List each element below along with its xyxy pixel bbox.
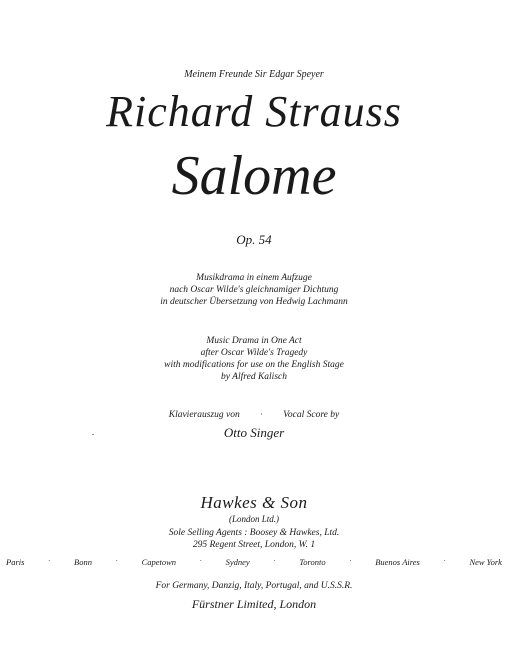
german-description-line: nach Oscar Wilde's gleichnamiger Dichtung (169, 285, 339, 295)
city-list (0, 557, 508, 567)
city-item: Toronto (299, 557, 326, 567)
composer-name: Richard Strauss (106, 87, 402, 136)
separator-dot: · (349, 557, 352, 565)
score-label-english: Vocal Score by (283, 410, 340, 420)
publisher-name: Hawkes & Son (200, 493, 308, 512)
publisher-address: 295 Regent Street, London, W. 1 (192, 540, 316, 550)
english-description-line: after Oscar Wilde's Tragedy (200, 348, 308, 358)
city-item: Paris (6, 557, 25, 567)
score-label-german: Klavierauszug von (168, 410, 240, 420)
dedication: Meinem Freunde Sir Edgar Speyer (184, 69, 324, 80)
territory-note: For Germany, Danzig, Italy, Portugal, and U.S.S.R. (155, 581, 353, 591)
territory-agent: Fürstner Limited, London (191, 597, 317, 611)
city-item: Sydney (225, 557, 250, 567)
stray-dot-mark: - (92, 430, 95, 438)
separator-dot: · (260, 410, 263, 419)
opus-number: Op. 54 (236, 232, 272, 247)
city-item: Bonn (74, 557, 92, 567)
opera-title: Salome (171, 145, 337, 207)
city-item: New York (469, 557, 502, 567)
vocal-score-credit (0, 410, 508, 420)
separator-dot: · (273, 557, 276, 565)
selling-agents: Sole Selling Agents : Boosey & Hawkes, Ltd. (168, 528, 340, 538)
english-description-line: Music Drama in One Act (206, 336, 302, 346)
city-item: Capetown (141, 557, 177, 567)
separator-dot: · (48, 557, 51, 565)
separator-dot: · (115, 557, 118, 565)
english-description-line: by Alfred Kalisch (221, 372, 287, 382)
english-description-line: with modifications for use on the English Stage (164, 360, 344, 370)
arranger-name: Otto Singer (223, 425, 285, 440)
separator-dot: · (443, 557, 446, 565)
city-item: Buenos Aires (375, 557, 420, 567)
separator-dot: · (199, 557, 203, 565)
publisher-subtitle: (London Ltd.) (228, 514, 279, 524)
german-description-line: in deutscher Übersetzung von Hedwig Lachmann (160, 297, 348, 307)
german-description-line: Musikdrama in einem Aufzuge (196, 273, 312, 283)
